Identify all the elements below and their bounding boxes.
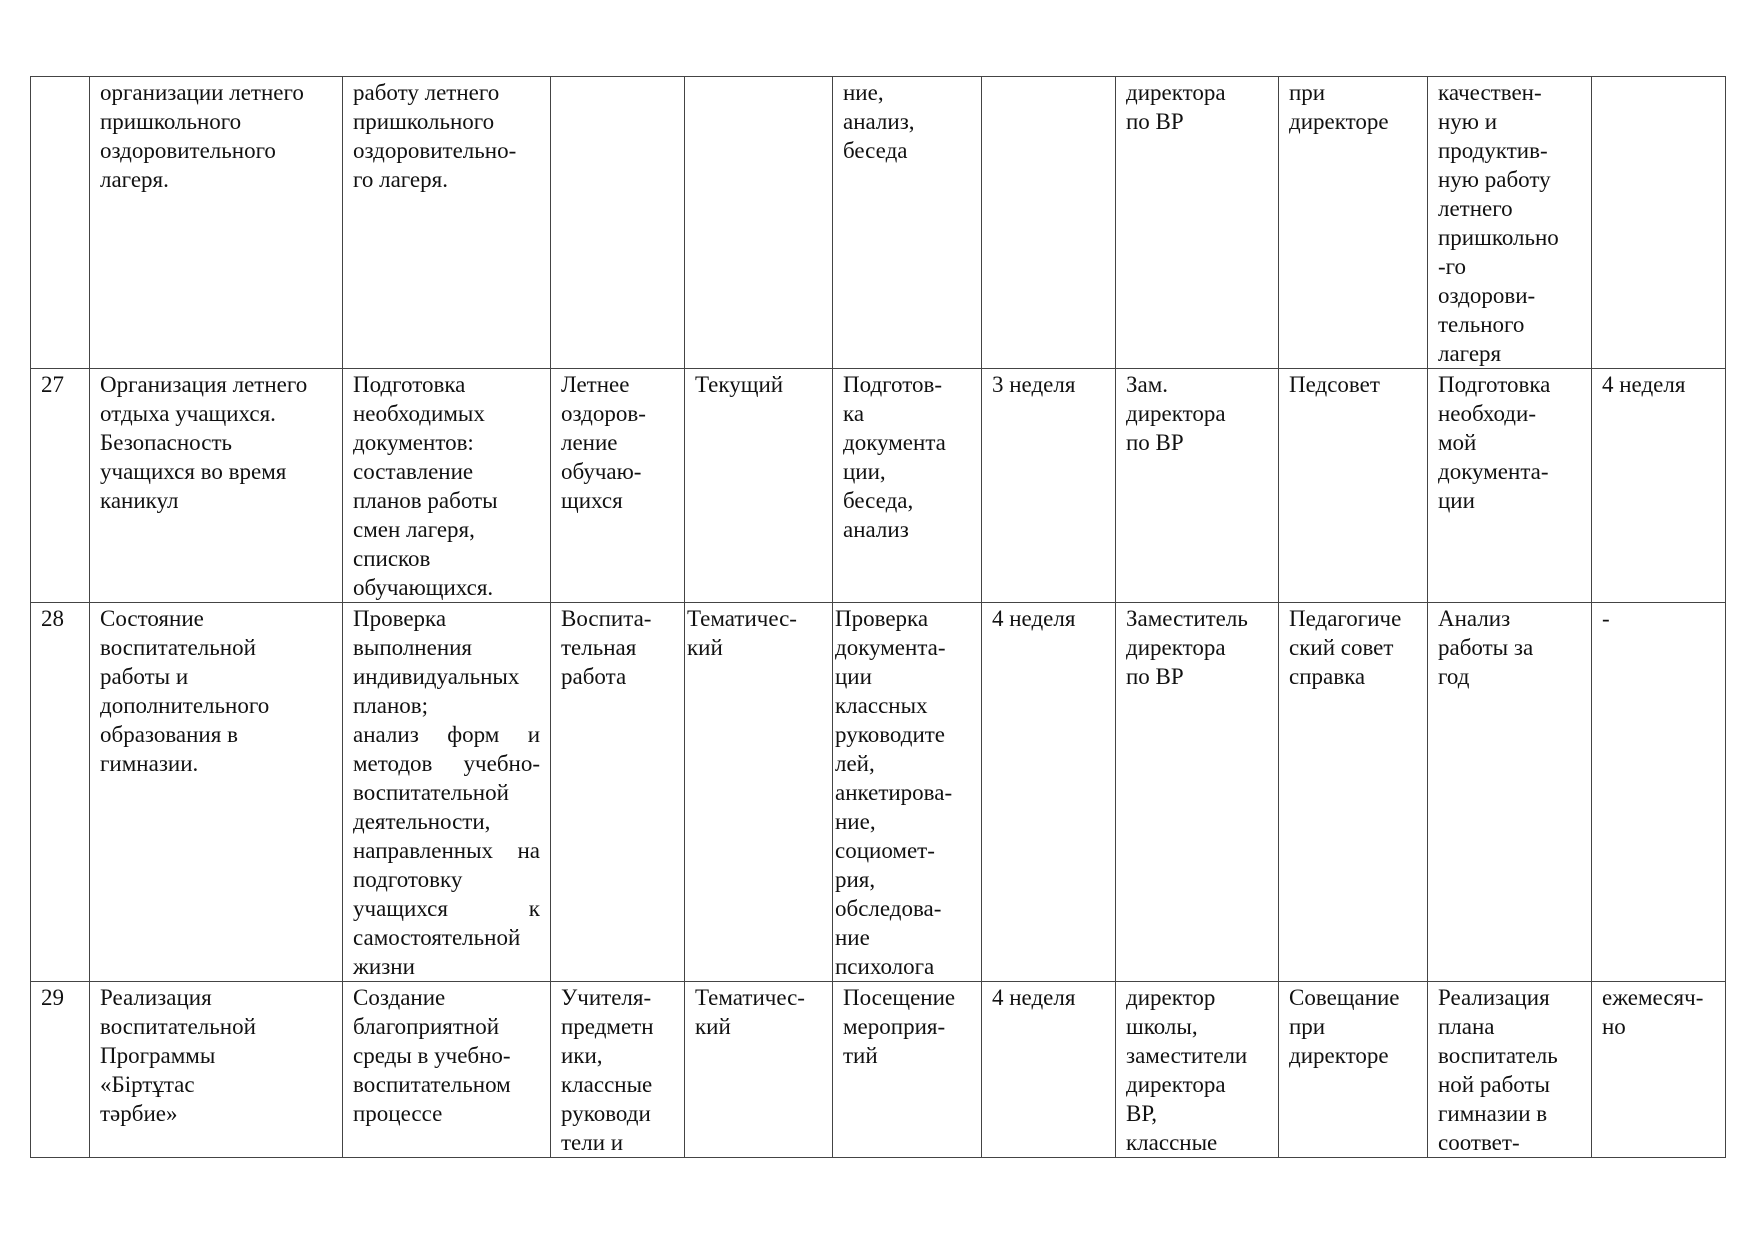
- cell-result: Реализация плана воспитатель ной работы гимназии в соответ-: [1428, 982, 1592, 1158]
- cell-responsible: директор школы, заместители директора ВР, классные: [1116, 982, 1279, 1158]
- cell-control: ежемесяч- но: [1592, 982, 1726, 1158]
- cell-topic: Реализация воспитательной Программы «Біртұтас тәрбие»: [90, 982, 343, 1158]
- cell-responsible: директора по ВР: [1116, 77, 1279, 369]
- cell-period: 4 неделя: [982, 603, 1116, 982]
- cell-num: [31, 77, 90, 369]
- cell-period: 4 неделя: [982, 982, 1116, 1158]
- cell-methods: Проверка документа- ции классных руководите лей, анкетирова- ние, социомет- рия, обследова- ние психолога: [833, 603, 982, 982]
- cell-topic: Состояние воспитательной работы и дополнительного образования в гимназии.: [90, 603, 343, 982]
- cell-goal: Создание благоприятной среды в учебно- воспитательном процессе: [343, 982, 551, 1158]
- cell-responsible: Заместитель директора по ВР: [1116, 603, 1279, 982]
- cell-methods: Подготов- ка документа ции, беседа, анализ: [833, 369, 982, 603]
- cell-methods: ние, анализ, беседа: [833, 77, 982, 369]
- control-plan-table: [30, 76, 1726, 1158]
- cell-type: [685, 77, 833, 369]
- cell-responsible: Зам. директора по ВР: [1116, 369, 1279, 603]
- cell-type: Тематичес- кий: [685, 982, 833, 1158]
- cell-object: Воспита- тельная работа: [551, 603, 685, 982]
- cell-type: Текущий: [685, 369, 833, 603]
- cell-topic: Организация летнего отдыха учащихся. Безопасность учащихся во время каникул: [90, 369, 343, 603]
- cell-control: [1592, 77, 1726, 369]
- cell-object: Учителя- предметн ики, классные руководи тели и: [551, 982, 685, 1158]
- cell-result: качествен- ную и продуктив- ную работу летнего пришкольно -го оздорови- тельного лагеря: [1428, 77, 1592, 369]
- cell-goal: Подготовка необходимых документов: составление планов работы смен лагеря, списков обучающихся.: [343, 369, 551, 603]
- table-row: [31, 982, 1726, 1158]
- table-row: [31, 369, 1726, 603]
- cell-review: при директоре: [1279, 77, 1428, 369]
- cell-methods: Посещение мероприя- тий: [833, 982, 982, 1158]
- table-row: [31, 603, 1726, 982]
- cell-goal: Проверка выполнения индивидуальных планов; анализ форм и методов учебно-воспитательной деятельности, направленных на подготовку учащихся к самостоятельной жизни: [343, 603, 551, 982]
- cell-control: 4 неделя: [1592, 369, 1726, 603]
- cell-result: Анализ работы за год: [1428, 603, 1592, 982]
- cell-topic: организации летнего пришкольного оздоровительного лагеря.: [90, 77, 343, 369]
- cell-type: Тематичес- кий: [685, 603, 833, 982]
- cell-period: 3 неделя: [982, 369, 1116, 603]
- cell-goal: работу летнего пришкольного оздоровительно- го лагеря.: [343, 77, 551, 369]
- cell-num: 28: [31, 603, 90, 982]
- cell-num: 27: [31, 369, 90, 603]
- cell-control: -: [1592, 603, 1726, 982]
- cell-object: [551, 77, 685, 369]
- cell-result: Подготовка необходи- мой документа- ции: [1428, 369, 1592, 603]
- table-row: [31, 77, 1726, 369]
- cell-review: Совещание при директоре: [1279, 982, 1428, 1158]
- cell-num: 29: [31, 982, 90, 1158]
- cell-period: [982, 77, 1116, 369]
- cell-object: Летнее оздоров- ление обучаю- щихся: [551, 369, 685, 603]
- cell-review: Педагогиче ский совет справка: [1279, 603, 1428, 982]
- cell-review: Педсовет: [1279, 369, 1428, 603]
